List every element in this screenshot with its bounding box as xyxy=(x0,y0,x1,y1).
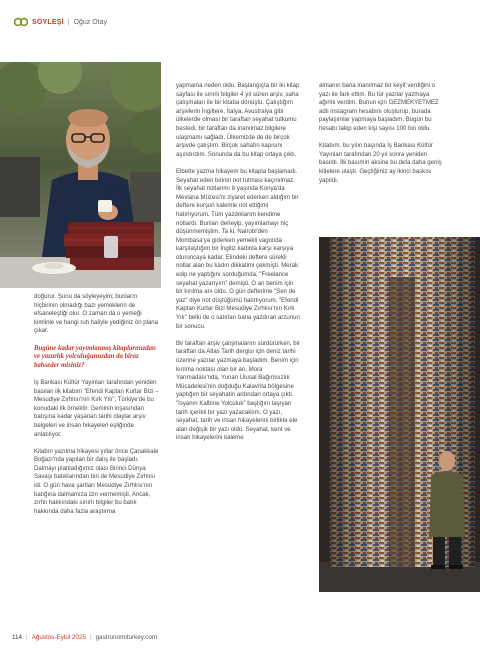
issue-date: Ağustos-Eylül 2025 xyxy=(31,634,86,641)
website-url: gastronomiturkey.com xyxy=(95,634,158,641)
paragraph: almanın bana inanılmaz bir keyif verdiğini o yazı ile fark ettim. Bu tür yazılar yazmaya ağırlık verdim. Bunun için GEZMEKYETMEZ adlı instagram hesabını oluşturup, burada paylaşımlar yapmaya başladım. Bugün bu hesabı takip eden kişi sayısı 100 bin oldu. xyxy=(319,83,439,132)
paragraph: Kitabım, bu yılın başında İş Bankası Kültür Yayınları tarafından 20 yıl sonra yeniden basıldı. İlk basımın aksine bu defa daha geniş kitlelere ulaştı. Geçtiğimiz ay ikinci baskısı yapıldı. xyxy=(319,143,442,184)
author-name: Oğuz Otay xyxy=(73,18,108,26)
paragraph: İş Bankası Kültür Yayınları tarafından yeniden basılan ilk kitabım "Efendi Kaptan Kurtar Bizi – Mesudiye Zırhlısı'nın Kırk Yılı", Türkiye'de bu konudaki ilk örnektir. Geminin inşasından batışına kadar yaşanan tarihi olaylar arşiv belgeleri ve insan hikayeleri eşliğinde anlatılıyor. xyxy=(34,379,159,438)
page-footer xyxy=(12,634,157,641)
book-tower-photo xyxy=(319,237,480,592)
page-header xyxy=(14,15,107,29)
interview-question: Bugüne kadar yayımlanmış kitaplarınızdan ve yazarlık yolculuğunuzdan da biraz bahseder misiniz? xyxy=(34,344,156,369)
text-column-right xyxy=(319,82,447,194)
text-column-left xyxy=(34,293,159,525)
author-cafe-photo xyxy=(0,62,161,288)
paragraph: doğurur. Şunu da söyleyeyim; bunların hiçbirinin olmadığı bazı yemeklerin de efsaneleştiği olur. O zaman da o yemeği kimlinle ve hangi ruh haliyle yediğiniz ön plana çıkar. xyxy=(34,294,159,335)
text-column-middle xyxy=(176,82,300,452)
paragraph: Kitabın yazılma hikayesi yıllar önce Çanakkale Boğazı'nda yapılan bir dalış ile başladı. Dalmayı planladığımız olası Birinci Dünya Savaşı batıklarından biri de Mesudiye Zırhlısı idi. O gün hava şartları Mesudiye Zırhlısı'nın batığına dalmamıza izin vermemişti. Ancak, zırhlı hakkındaki sınırlı bilgiler bu batık hakkında daha fazla araştırma xyxy=(34,448,159,515)
header-separator: | xyxy=(67,18,70,26)
magazine-logo-icon xyxy=(14,16,28,28)
footer-separator: | xyxy=(26,634,28,641)
footer-separator: | xyxy=(89,634,92,641)
section-label: SÖYLEŞİ xyxy=(32,18,64,26)
paragraph: Elbette yazma hikayem bu kitapla başlamadı. Seyahat eden birinin not tutması kaçınılmaz. İlk seyahat notlarımı 8 yaşında Konya'da Mevlana Müzesi'ni ziyaret ederken aldığım bir deftere kurşun kalemle not ettiğimi hatırlıyorum. Tüm yazdıklarım kendime notlardı. Bunları derleyip, yayımlamayı hiç düşünmemiştim. Ta ki, Nairobi'den Mombasa'ya giderken yemekli vagonda karşılaştığım bir İngiliz kadınla karşı karşıya oturuncaya kadar. Elindeki deftere sürekli notlar alan bu kadın dikkatimi çekmişti. Merak edip ne yaptığını sorduğumda, "Freelance seyahat yazarıyım" demişti. O an benim için bir kırılma anı oldu. O gün defterime "Sen de yaz" diye not düştüğümü hatırlıyorum. "Efendi Kaptan Kurtar Bizi Mesudiye Zırhlısı'nın Kırk Yılı" belki de o satırları bana yazdıran arzunun bir sonucu. xyxy=(176,168,300,330)
page-number: 114 xyxy=(12,634,23,641)
paragraph: yapmama neden oldu. Başlangıçta bir iki kitap sayfası ile sınırlı bilgiler 4 yıl süren arşiv, saha çalışmaları ile bir kitaba dönüştü. Çalıştığım arşivlerin İngiltere, İtalya, Avustralya gibi ülkelerde olması bir taraftan seyahat tutkumu besledi, bir taraftan da inanılmaz bilgilere ulaşmamı sağladı. Ülkemizde de de birçok arşivde çalıştım. Birçok sahafın kapısını aşındırdım. Sonunda da bu kitap ortaya çıktı. xyxy=(176,83,300,158)
paragraph: Bir taraftan arşiv çalışmalarını sürdürürken, bir taraftan da Atlas Tarih dergisi için deniz tarihi üzerine yazılar yazmaya başladım. Benim için kırılma noktası olan bir an, Mora Yarımadası'nda, Yunan Ulusal Bağımsızlık Mücadelesi'nin doğduğu Kalavrita bölgesine yaptığım bir seyahatin ardından ortaya çıktı. "İsyanın Kalbine Yolculuk" başlığını taşıyan tarih içerikli bir yazı yazacaktım. O yazı, seyahat, tarih ve insan hikayelerini birlikte ele alan değişik bir yazı oldu. Seyahat, kent ve insan hikayelerini kaleme xyxy=(176,340,301,442)
